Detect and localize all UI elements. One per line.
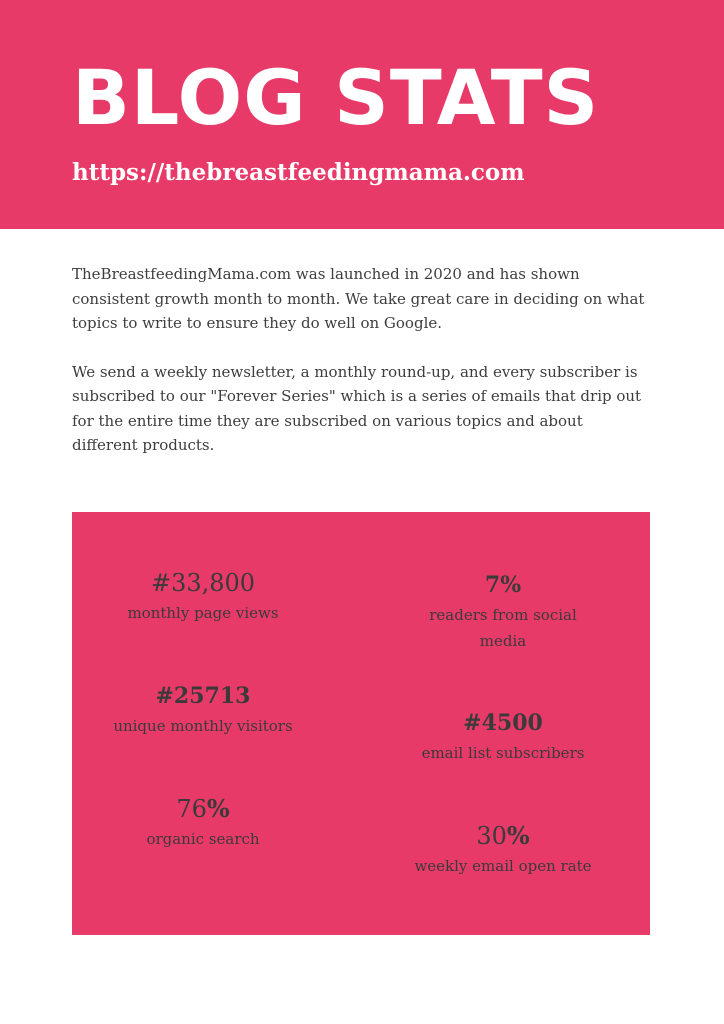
stat-organic-search bbox=[72, 792, 334, 852]
intro-text bbox=[72, 262, 652, 458]
stat-value: #4500 bbox=[463, 710, 543, 736]
stat-number: 76 bbox=[176, 795, 207, 823]
stat-value: 7% bbox=[484, 572, 522, 598]
stat-open-rate bbox=[368, 819, 638, 879]
stat-value bbox=[72, 792, 334, 826]
intro-paragraph-1: TheBreastfeedingMama.com was launched in 2020 and has shown consistent growth month to month. We take great care in deciding on what topics to write to ensure they do well on Google. bbox=[72, 265, 645, 332]
stat-value bbox=[368, 819, 638, 853]
header-banner bbox=[0, 0, 724, 229]
stat-email-subscribers bbox=[368, 706, 638, 766]
stats-panel bbox=[72, 512, 650, 935]
page-title: BLOG STATS bbox=[72, 53, 600, 142]
site-url: https://thebreastfeedingmama.com bbox=[72, 159, 525, 186]
stat-unique-visitors bbox=[72, 679, 334, 739]
stat-label: readers from social media bbox=[429, 606, 577, 650]
stat-number: 30 bbox=[476, 822, 507, 850]
stat-label: email list subscribers bbox=[421, 744, 585, 762]
stat-value: #33,800 bbox=[150, 569, 256, 597]
stat-social bbox=[368, 568, 638, 654]
stat-page-views bbox=[72, 566, 334, 626]
percent-sign: % bbox=[506, 821, 530, 850]
stat-label: weekly email open rate bbox=[414, 857, 592, 875]
stat-value: #25713 bbox=[155, 683, 251, 709]
percent-sign: % bbox=[206, 794, 230, 823]
stat-label: organic search bbox=[146, 830, 260, 848]
intro-paragraph-2: We send a weekly newsletter, a monthly round-up, and every subscriber is subscribed to our "Forever Series" which is a series of emails that drip out for the entire time they are subscribed on various topics and about different products. bbox=[72, 362, 642, 454]
stat-label: unique monthly visitors bbox=[113, 717, 293, 735]
stat-label: monthly page views bbox=[127, 604, 279, 622]
